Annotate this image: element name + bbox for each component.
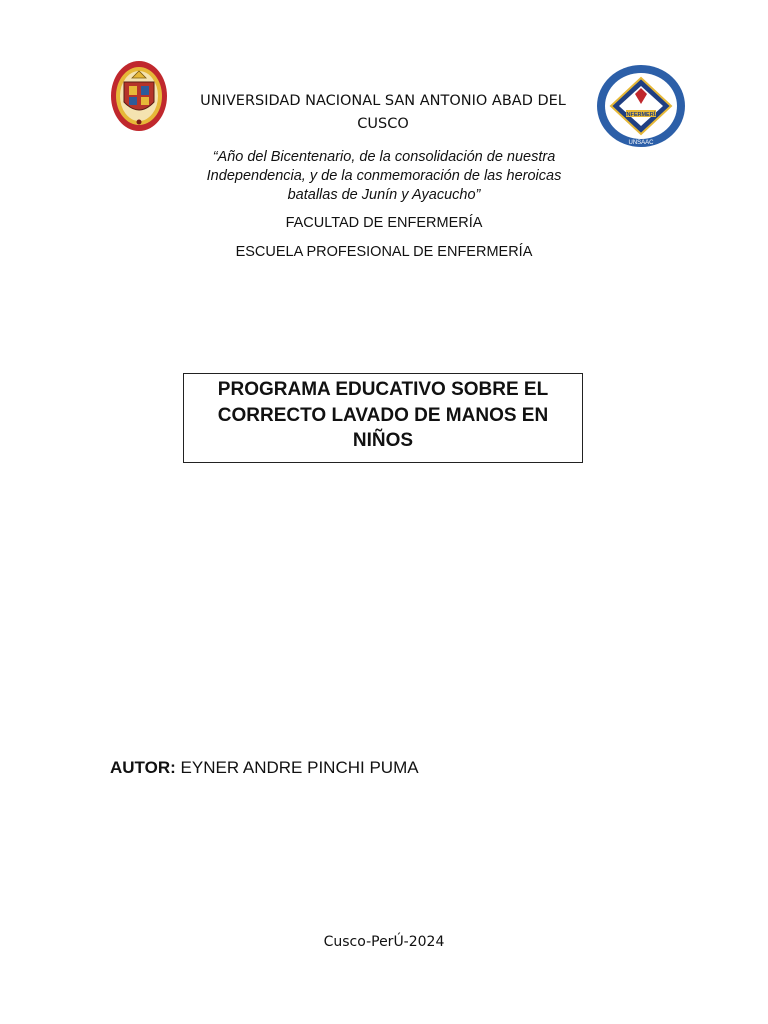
- year-motto: “Año del Bicentenario, de la consolidación de nuestra Independencia, y de la conmemoración de las heroicas batallas de Junín y Ayacucho”: [206, 149, 562, 203]
- document-title: PROGRAMA EDUCATIVO SOBRE EL CORRECTO LAVADO DE MANOS EN NIÑOS: [217, 379, 549, 451]
- faculty-name: FACULTAD DE ENFERMERÍA: [285, 215, 483, 231]
- seal-bottom-label: UNSAAC: [628, 140, 654, 146]
- title-box: [183, 373, 583, 463]
- place-date-footer: Cusco-PerÚ-2024: [323, 934, 445, 950]
- seal-label: ENFERMERÍA: [622, 112, 660, 118]
- author-label: AUTOR:: [110, 758, 176, 777]
- nursing-center-seal-logo: [595, 64, 687, 148]
- school-name: ESCUELA PROFESIONAL DE ENFERMERÍA: [235, 244, 533, 260]
- university-crest-icon: [110, 60, 168, 132]
- author-line: [110, 757, 419, 779]
- university-crest-logo: [110, 60, 168, 132]
- university-name: UNIVERSIDAD NACIONAL SAN ANTONIO ABAD DEL CUSCO: [200, 93, 566, 132]
- nursing-center-seal-icon: [595, 64, 687, 148]
- author-name: EYNER ANDRE PINCHI PUMA: [180, 758, 419, 777]
